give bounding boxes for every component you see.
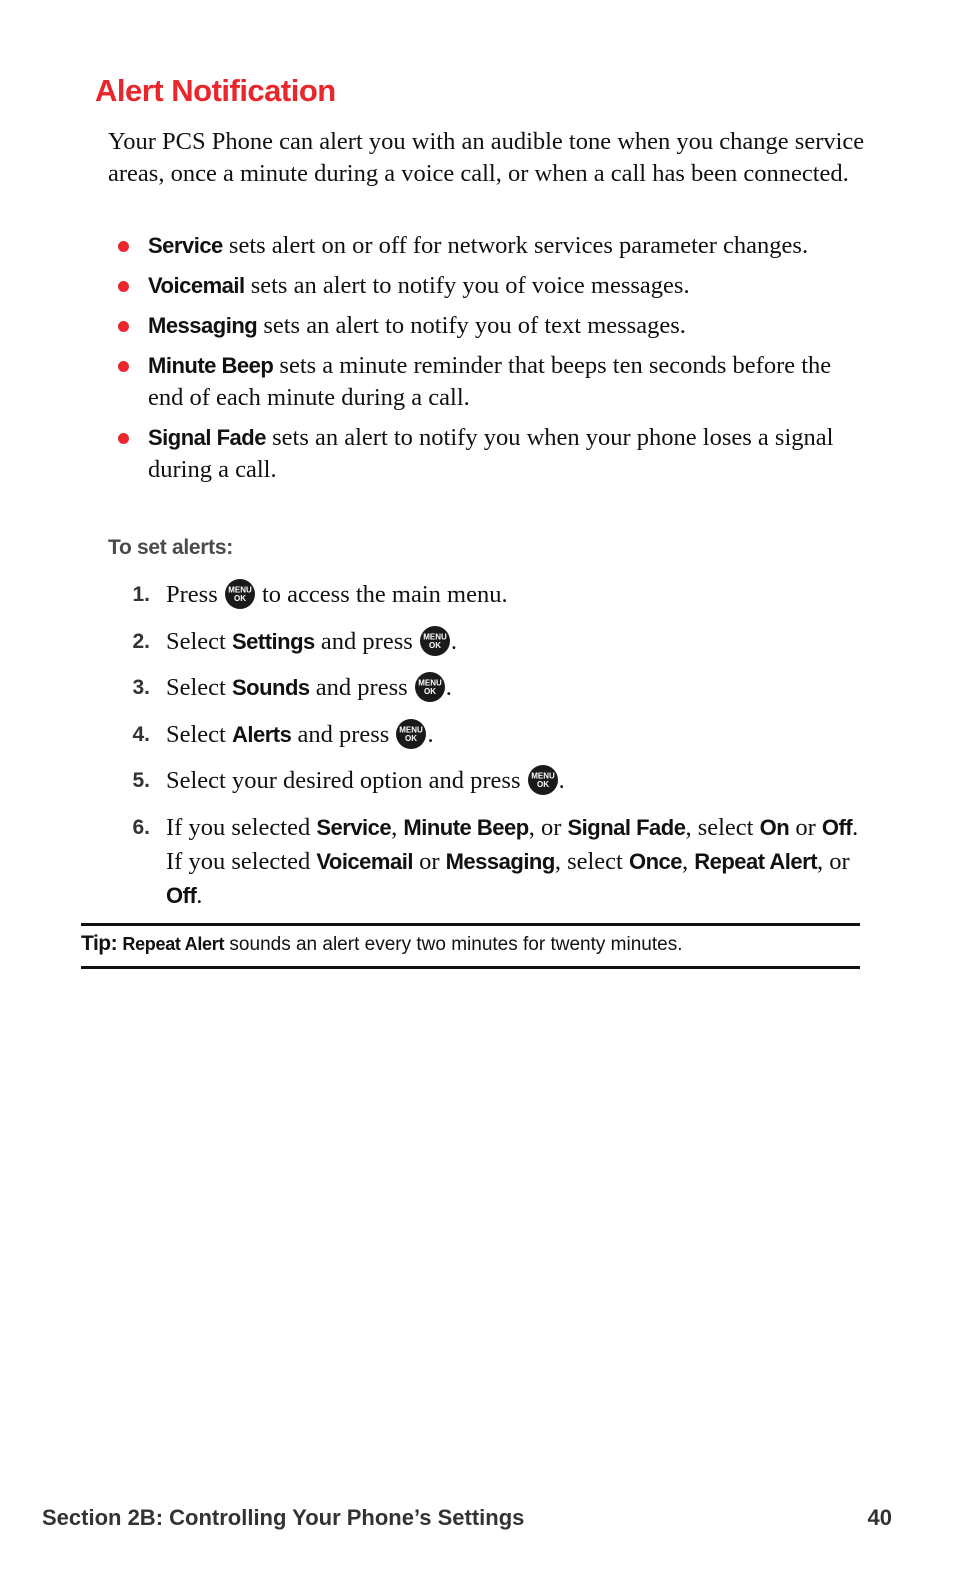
step-text: , select (685, 813, 760, 841)
step-text: Press (166, 581, 224, 608)
menu-term: Sounds (232, 675, 310, 700)
step-text: , (682, 847, 695, 875)
menu-term: Alerts (232, 721, 292, 747)
step-number: 5. (132, 769, 150, 792)
ok-key-label: OK (233, 594, 246, 604)
menu-term: Service (316, 814, 392, 840)
list-item (108, 230, 868, 262)
menu-ok-key-glyph (396, 719, 426, 749)
step-text: Select (166, 720, 232, 748)
step-text: Select your desired option and press (166, 767, 527, 794)
page-title: Alert Notification (95, 73, 336, 108)
step-text: . (450, 627, 458, 655)
menu-ok-key-glyph (528, 765, 558, 795)
step-number: 3. (132, 676, 150, 699)
menu-term: Off (821, 814, 853, 840)
bullet-icon (118, 433, 129, 444)
step-number: 1. (132, 583, 150, 606)
list-item (108, 310, 868, 342)
menu-ok-key-icon (415, 672, 445, 702)
option-description: sets an alert to notify you of text messages. (257, 312, 686, 339)
step-item (120, 764, 860, 798)
step-number: 2. (132, 629, 150, 653)
steps-subheading: To set alerts: (108, 536, 233, 559)
step-text: to access the main menu. (255, 581, 508, 608)
ok-key-label: OK (536, 780, 549, 790)
menu-ok-key-glyph (420, 626, 450, 656)
menu-ok-key-icon (225, 579, 255, 609)
step-text: . (196, 881, 203, 909)
ok-key-label: OK (423, 687, 436, 697)
step-text: Select (166, 627, 232, 655)
option-term: Minute Beep (148, 353, 274, 378)
list-item (108, 350, 868, 414)
menu-ok-key-icon (396, 719, 426, 749)
step-item (120, 811, 860, 913)
menu-term: On (759, 814, 790, 840)
tip-label: Tip: (81, 932, 118, 955)
bullet-icon (118, 321, 129, 332)
option-description: sets an alert to notify you of voice messages. (244, 272, 690, 299)
step-text: and press (314, 627, 419, 655)
menu-key-label: MENU (228, 585, 252, 595)
menu-term: Voicemail (316, 848, 413, 874)
menu-key-label: MENU (423, 632, 447, 642)
steps-list (120, 578, 860, 925)
bullet-icon (118, 361, 129, 372)
option-term: Voicemail (148, 273, 245, 298)
menu-key-label: MENU (418, 678, 442, 688)
menu-term: Signal Fade (567, 814, 686, 840)
list-item (108, 270, 868, 302)
step-text: , or (817, 847, 850, 875)
menu-term: Settings (232, 628, 315, 654)
ok-key-label: OK (405, 733, 418, 743)
step-text: . (427, 720, 434, 748)
option-description: sets an alert to notify you when your phone loses a signal during a call. (148, 424, 834, 483)
menu-term: Repeat Alert (694, 848, 818, 874)
tip-term: Repeat Alert (122, 934, 225, 954)
step-text: , select (554, 847, 629, 875)
menu-ok-key-icon (420, 626, 450, 656)
step-text: , (391, 813, 404, 841)
menu-ok-key-glyph (225, 579, 255, 609)
option-description: sets a minute reminder that beeps ten seconds before the end of each minute during a call. (148, 352, 832, 411)
footer-section-title: Section 2B: Controlling Your Phone’s Settings (42, 1505, 525, 1530)
step-text: or (789, 813, 822, 841)
menu-term: Once (628, 848, 682, 874)
step-item (120, 578, 860, 612)
step-item (120, 671, 860, 705)
option-term: Messaging (148, 313, 258, 338)
step-text: and press (309, 674, 414, 701)
tip-description: sounds an alert every two minutes for twenty minutes. (224, 934, 683, 955)
bullet-icon (118, 241, 129, 252)
option-term: Signal Fade (148, 425, 266, 450)
step-text: . (558, 767, 565, 794)
step-text: , or (528, 813, 568, 841)
menu-term: Off (166, 882, 197, 908)
tip-text (81, 932, 682, 956)
intro-paragraph: Your PCS Phone can alert you with an audible tone when you change service areas, once a minute during a voice call, or when a call has been connected. (108, 128, 865, 187)
menu-term: Minute Beep (403, 814, 529, 840)
step-number: 4. (132, 722, 150, 746)
step-text: If you selected (166, 813, 317, 841)
menu-key-label: MENU (530, 771, 555, 781)
step-text: . (445, 674, 452, 701)
list-item (108, 422, 868, 486)
menu-ok-key-glyph (415, 672, 445, 702)
tip-box (81, 923, 860, 969)
menu-key-label: MENU (399, 725, 424, 735)
menu-ok-key-icon (528, 765, 558, 795)
ok-key-label: OK (428, 640, 441, 650)
option-term: Service (148, 233, 223, 258)
step-item (120, 718, 860, 752)
bullet-icon (118, 281, 129, 292)
alert-options-list (108, 230, 868, 494)
page-number: 40 (867, 1505, 892, 1530)
step-text: or (412, 847, 446, 875)
step-number: 6. (132, 815, 150, 839)
step-text: . If you selected (166, 813, 859, 875)
menu-term: Messaging (445, 848, 555, 874)
step-text: and press (291, 720, 396, 748)
step-item (120, 625, 860, 659)
step-text: Select (166, 674, 232, 701)
option-description: sets alert on or off for network services parameter changes. (222, 232, 809, 259)
